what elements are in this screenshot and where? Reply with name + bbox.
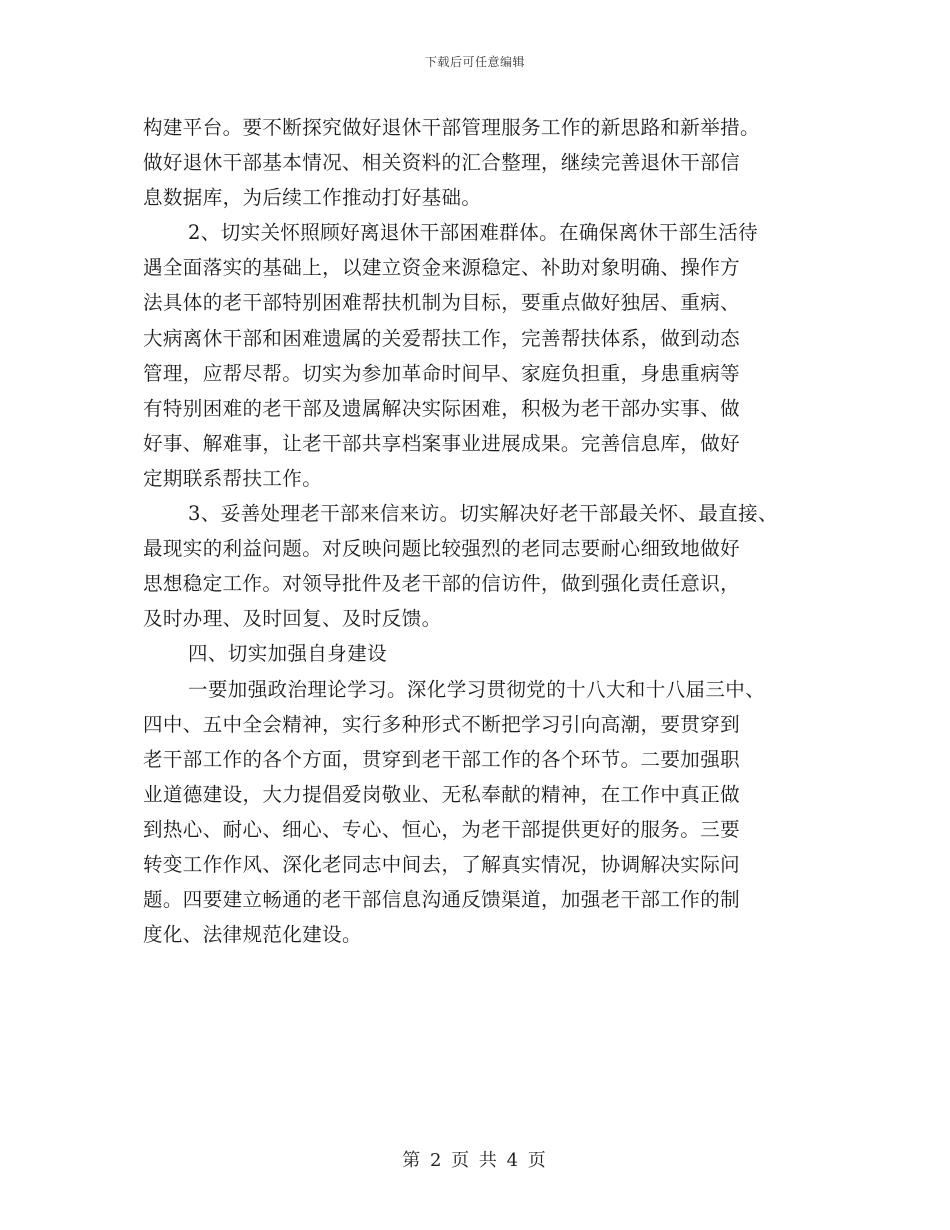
body-line: 思想稳定工作。对领导批件及老干部的信访件，做到强化责任意识，	[143, 572, 741, 596]
section-heading: 四、切实加强自身建设	[188, 642, 388, 666]
body-line: 构建平台。要不断探究做好退休干部管理服务工作的新思路和新举措。	[143, 116, 760, 139]
body-line: 管理，应帮尽帮。切实为参加革命时间早、家庭负担重，身患重病等	[143, 361, 741, 385]
body-line: 及时办理、及时回复、及时反馈。	[143, 607, 442, 631]
body-line: 法具体的老干部特别困难帮扶机制为目标，要重点做好独居、重病、	[143, 291, 741, 315]
body-line: 做好退休干部基本情况、相关资料的汇合整理，继续完善退休干部信	[143, 151, 741, 175]
body-line: 题。四要建立畅通的老干部信息沟通反馈渠道，加强老干部工作的制	[143, 888, 741, 912]
body-line: 定期联系帮扶工作。	[143, 466, 323, 490]
body-line: 四中、五中全会精神，实行多种形式不断把学习引向高潮，要贯穿到	[143, 712, 741, 736]
paragraph-start-line: 一要加强政治理论学习。深化学习贯彻党的十八大和十八届三中、	[188, 677, 766, 701]
body-line: 到热心、耐心、细心、专心、恒心，为老干部提供更好的服务。三要	[143, 817, 741, 841]
body-line: 大病离休干部和困难遗属的关爱帮扶工作，完善帮扶体系，做到动态	[143, 326, 741, 350]
body-line: 业道德建设，大力提倡爱岗敬业、无私奉献的精神，在工作中真正做	[143, 782, 741, 806]
paragraph-start-line: 3、妥善处理老干部来信来访。切实解决好老干部最关怀、最直接、	[188, 502, 778, 526]
page-header: 下载后可任意编辑	[424, 55, 525, 69]
page-number-footer: 第 2 页 共 4 页	[402, 1150, 548, 1171]
body-line: 转变工作作风、深化老同志中间去，了解真实情况，协调解决实际问	[143, 852, 741, 876]
document-body	[143, 110, 833, 952]
body-line: 老干部工作的各个方面，贯穿到老干部工作的各个环节。二要加强职	[143, 747, 741, 771]
body-line: 有特别困难的老干部及遗属解决实际困难，积极为老干部办实事、做	[143, 396, 741, 420]
body-line: 好事、解难事，让老干部共享档案事业进展成果。完善信息库，做好	[143, 431, 741, 455]
body-line: 度化、法律规范化建设。	[143, 923, 362, 947]
body-line: 息数据库，为后续工作推动打好基础。	[143, 186, 482, 210]
body-line: 遇全面落实的基础上，以建立资金来源稳定、补助对象明确、操作方	[143, 256, 741, 280]
body-line: 最现实的利益问题。对反映问题比较强烈的老同志要耐心细致地做好	[143, 537, 741, 561]
paragraph-start-line: 2、切实关怀照顾好离退休干部困难群体。在确保离休干部生活待	[188, 221, 759, 245]
